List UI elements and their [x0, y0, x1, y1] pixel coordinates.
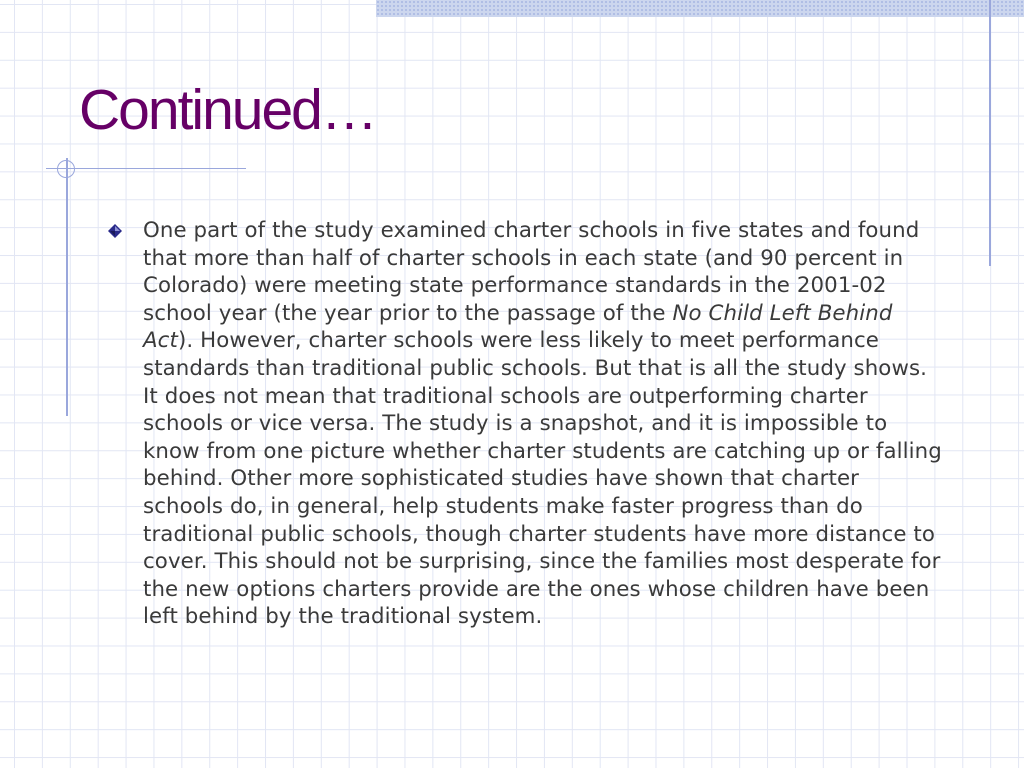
crosshair-circle-icon	[57, 160, 75, 178]
bullet-text	[143, 217, 943, 631]
left-vertical-accent-line	[66, 158, 68, 416]
bullet-text-italic-title: No Child Left Behind Act	[143, 300, 893, 354]
bullet-item	[108, 217, 943, 631]
slide-title: Continued…	[79, 78, 376, 142]
top-decorative-band	[376, 0, 1024, 17]
bullet-text-part-1: One part of the study examined charter schools in five states and found that more than half of charter schools in each state (and 90 percent in Colorado) were meeting state performance standards in the 2001-02 school year (the year prior to the passage of the	[143, 218, 920, 326]
title-underline-accent	[46, 168, 246, 169]
diamond-bullet-icon	[108, 224, 122, 238]
bullet-text-part-2: ). However, charter schools were less likely to meet performance standards than traditional public schools. But that is all the study shows. It does not mean that traditional schools are outperforming charter schools or vice versa. The study is a snapshot, and it is impossible to know from one picture whether charter students are catching up or falling behind. Other more sophisticated studies have shown that charter schools do, in general, help students make faster progress than do traditional public schools, though charter students have more distance to cover. This should not be surprising, since the families most desperate for the new options charters provide are the ones whose children have been left behind by the traditional system.	[143, 328, 942, 630]
right-vertical-accent-line	[989, 0, 991, 266]
